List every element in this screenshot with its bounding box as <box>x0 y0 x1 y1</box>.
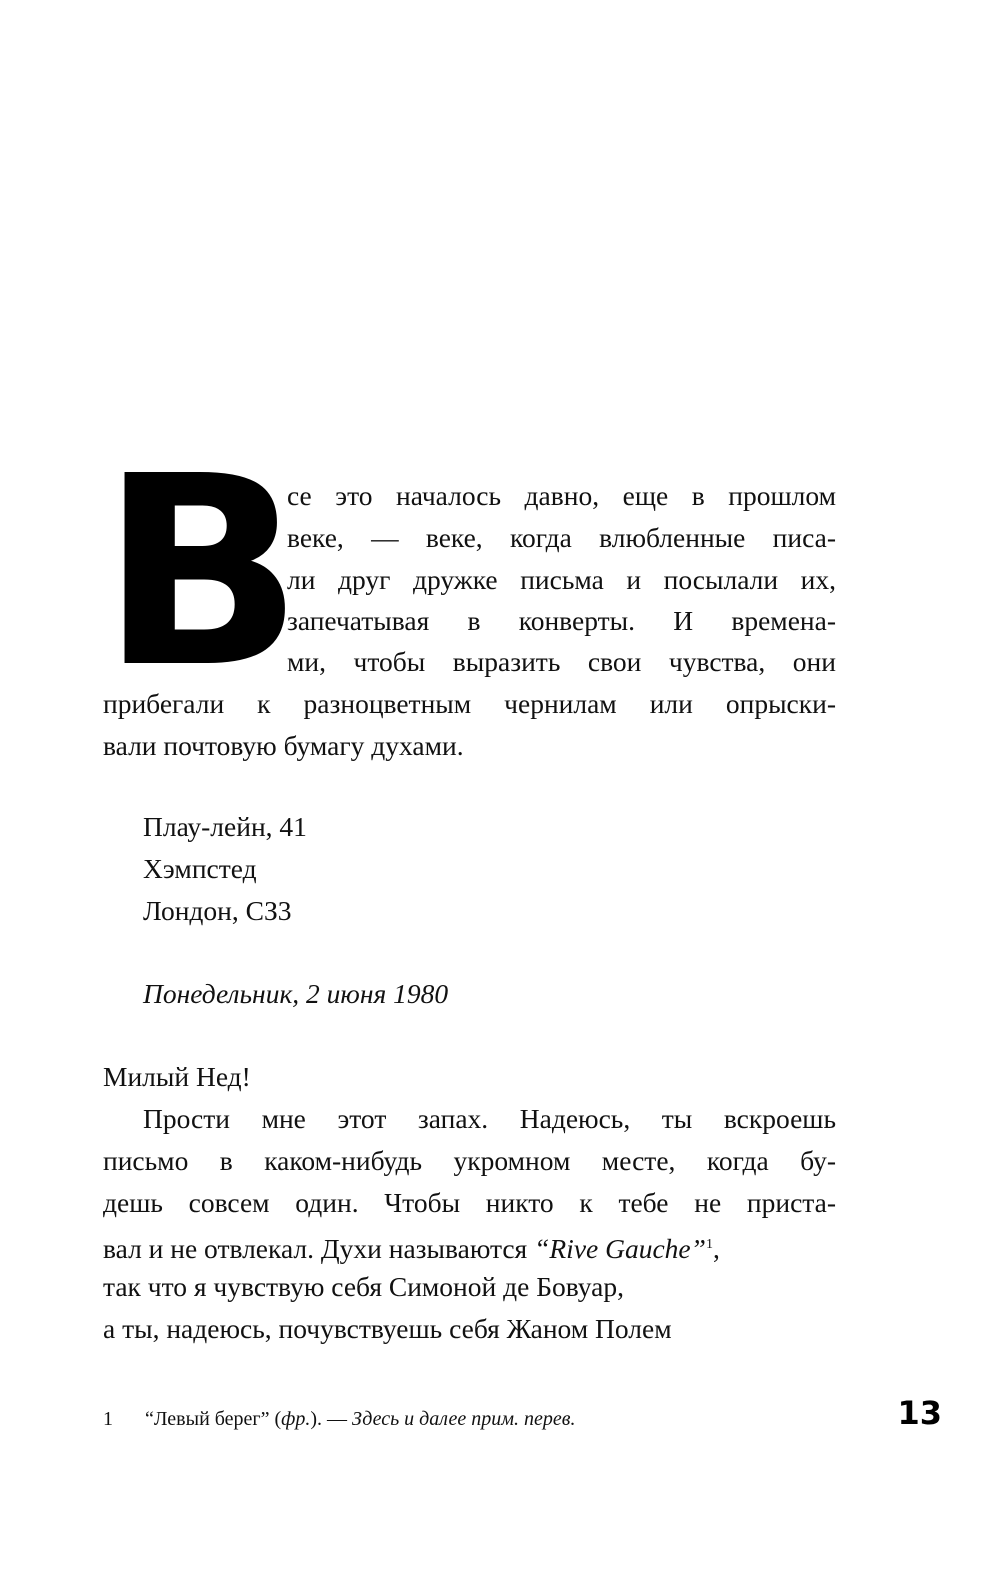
page-number: 13 <box>897 1394 942 1432</box>
address-line: Плау-лейн, 41 <box>143 811 307 842</box>
intro-line: се это началось давно, еще в прошлом <box>287 480 836 511</box>
letter-line: Прости мне этот запах. Надеюсь, ты вскроешь <box>143 1103 836 1134</box>
letter-line <box>103 1229 720 1265</box>
address-line: Лондон, СЗ3 <box>143 895 292 926</box>
footnote-note: Здесь и далее прим. перев. <box>352 1408 576 1430</box>
intro-line: веке, — веке, когда влюбленные писа- <box>287 522 836 553</box>
footnote <box>103 1404 575 1434</box>
footnote-lang: фр. <box>281 1408 311 1430</box>
intro-line: ли друг дружке письма и посылали их, <box>287 564 836 595</box>
intro-line: ми, чтобы выразить свои чувства, они <box>287 646 836 677</box>
footnote-text2: ). — <box>310 1408 353 1430</box>
comma: , <box>712 1233 720 1265</box>
letter-line: а ты, надеюсь, почувствуешь себя Жаном Полем <box>103 1313 672 1344</box>
footnote-number: 1 <box>103 1408 113 1430</box>
footnote-ref[interactable]: 1 <box>705 1237 713 1252</box>
letter-line: дешь совсем один. Чтобы никто к тебе не приста- <box>103 1187 836 1218</box>
drop-cap: В <box>100 420 300 725</box>
letter-line: письмо в каком-нибудь укромном месте, когда бу- <box>103 1145 836 1176</box>
letter-date: Понедельник, 2 июня 1980 <box>143 978 449 1009</box>
intro-line: вали почтовую бумагу духами. <box>103 730 464 761</box>
intro-line: прибегали к разноцветным чернилам или опрыски- <box>103 688 836 719</box>
address-line: Хэмпстед <box>143 853 257 884</box>
intro-line: запечатывая в конверты. И времена- <box>287 605 836 636</box>
letter-line-text: вал и не отвлекал. Духи называются <box>103 1233 535 1265</box>
greeting: Милый Нед! <box>103 1061 251 1092</box>
letter-line: так что я чувствую себя Симоной де Бовуар, <box>103 1271 624 1302</box>
footnote-text: “Левый берег” ( <box>145 1408 282 1430</box>
perfume-name: “Rive Gauche” <box>534 1233 706 1265</box>
